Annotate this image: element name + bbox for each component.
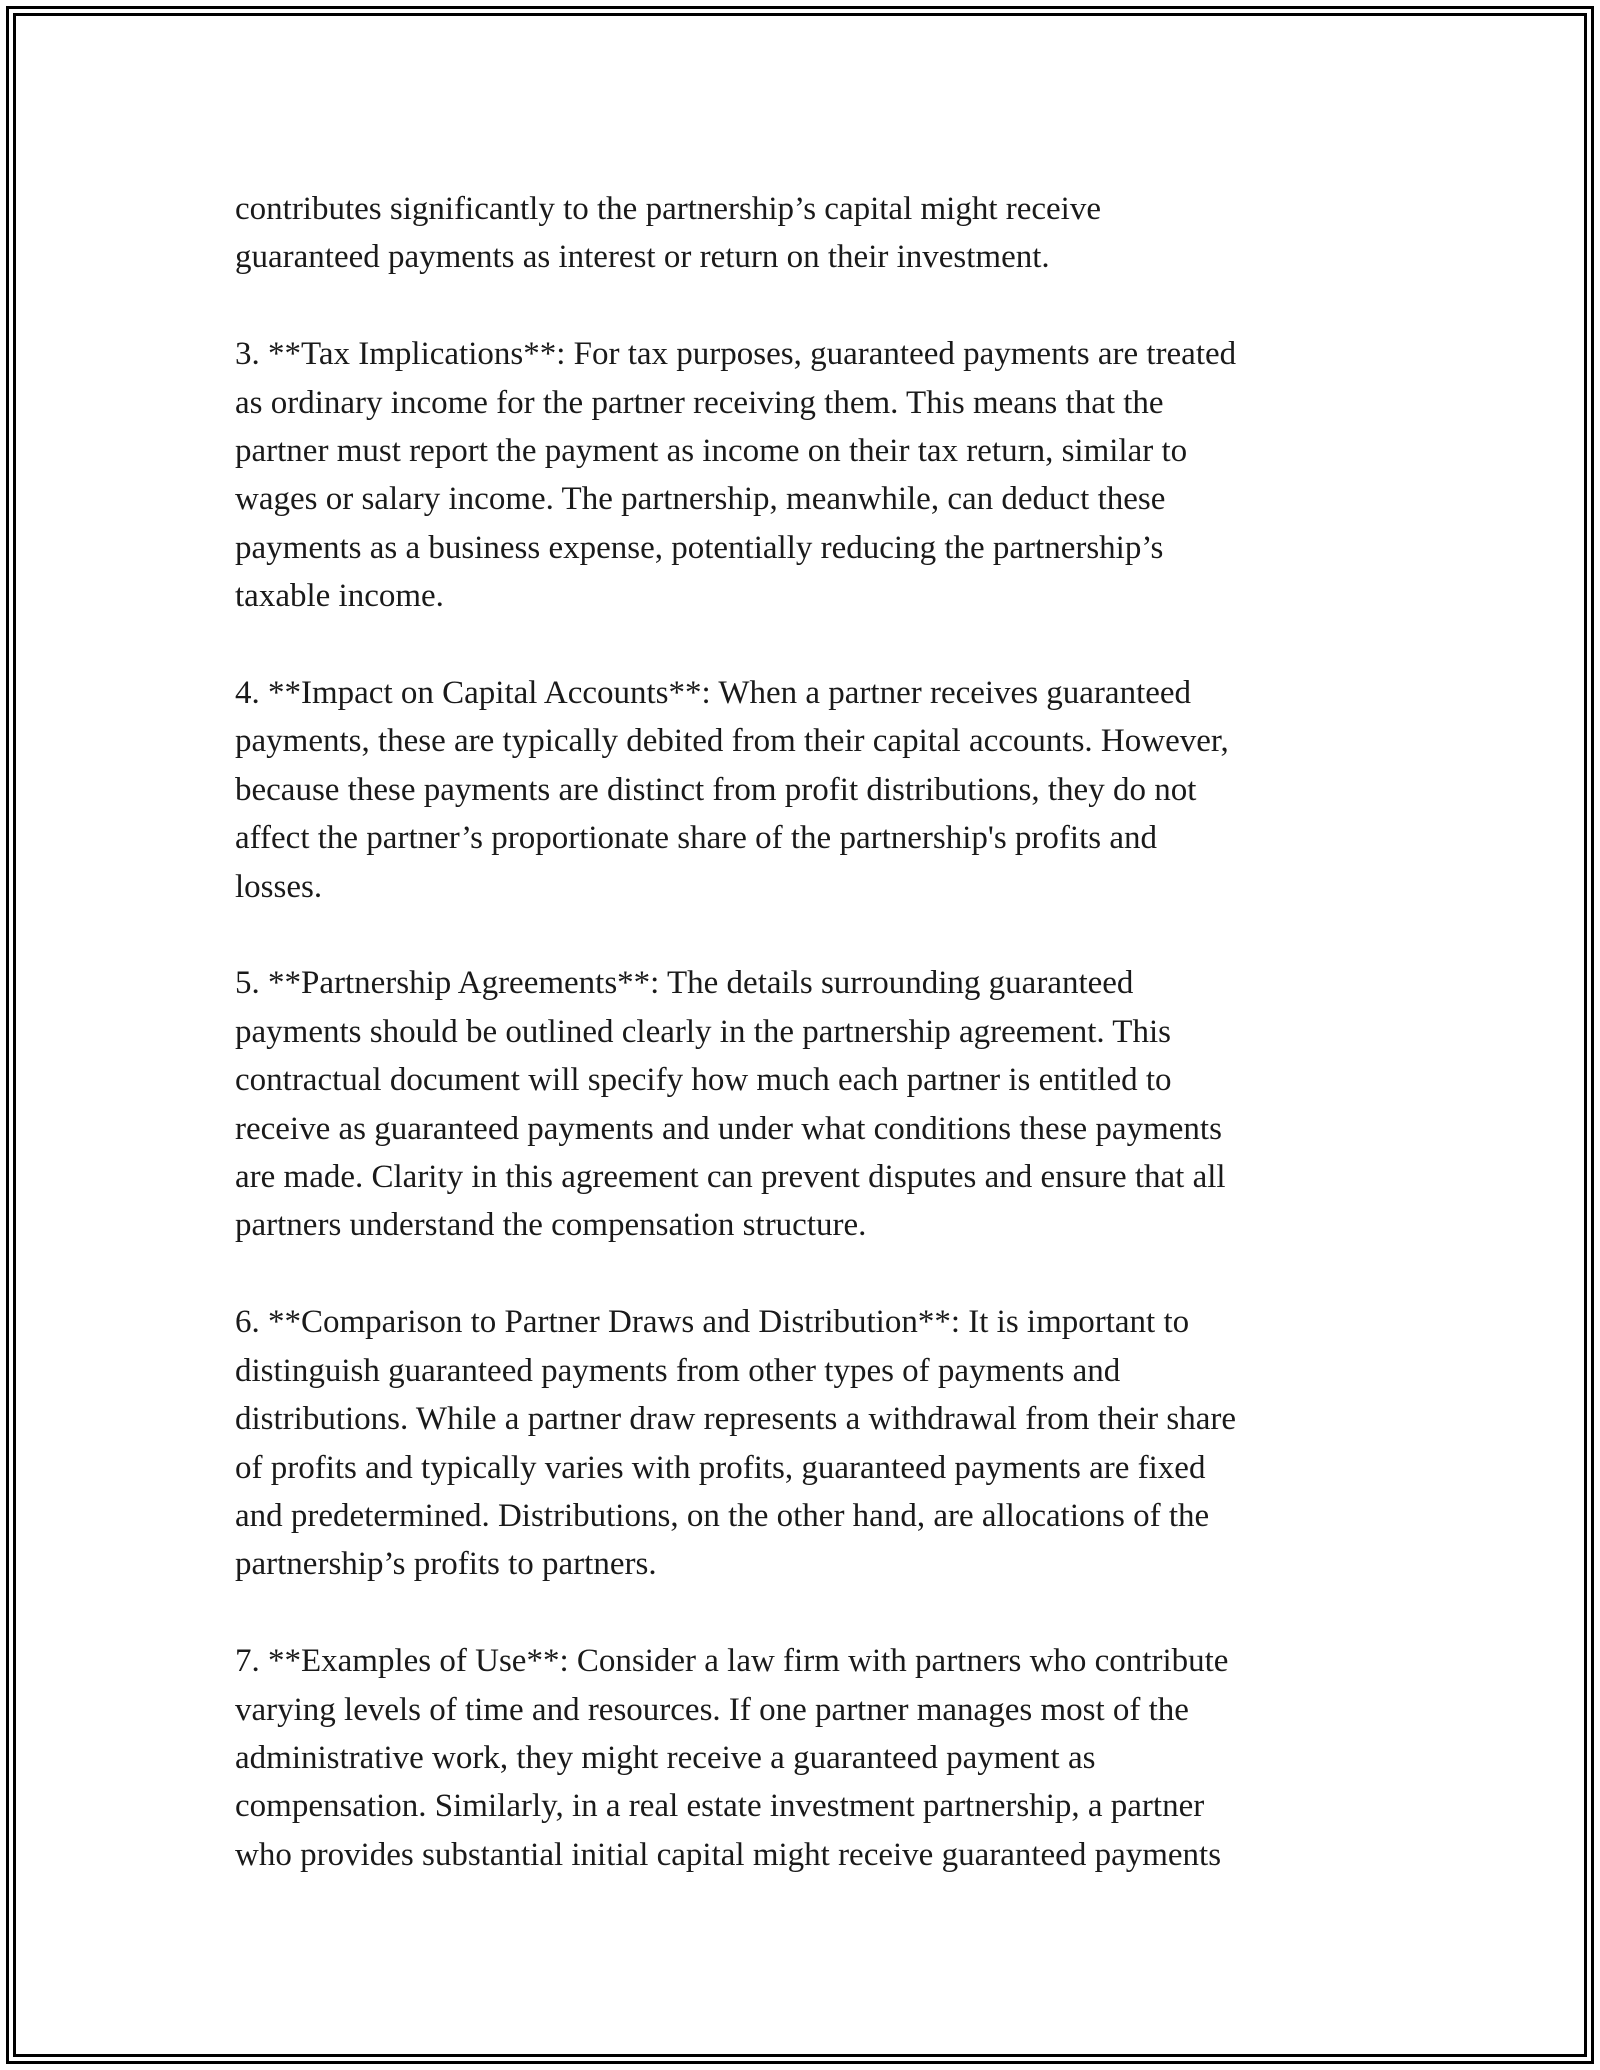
document-body: [235, 185, 1365, 1879]
paragraph-comparison-draws: 6. **Comparison to Partner Draws and Distribution**: It is important to distinguish guaranteed payments from other types of payments and distributions. While a partner draw represents a withdrawal from their share of profits and typically varies with profits, guaranteed payments are fixed and predetermined. Distributions, on the other hand, are allocations of the partnership’s profits to partners.: [235, 1304, 1236, 1583]
paragraph-partnership-agreements: 5. **Partnership Agreements**: The details surrounding guaranteed payments should be outlined clearly in the partnership agreement. This contractual document will specify how much each partner is entitled to receive as guaranteed payments and under what conditions these payments are made. Clarity in this agreement can prevent disputes and ensure that all partners understand the compensation structure.: [235, 965, 1226, 1244]
paragraph-examples-of-use: 7. **Examples of Use**: Consider a law firm with partners who contribute varying levels of time and resources. If one partner manages most of the administrative work, they might receive a guaranteed payment as compensation. Similarly, in a real estate investment partnership, a partner who provides substantial initial capital might receive guaranteed payments: [235, 1643, 1229, 1873]
paragraph-impact-capital-accounts: 4. **Impact on Capital Accounts**: When a partner receives guaranteed payments, these are typically debited from their capital accounts. However, because these payments are distinct from profit distributions, they do not affect the partner’s proportionate share of the partnership's profits and losses.: [235, 675, 1229, 905]
paragraph-tax-implications: 3. **Tax Implications**: For tax purposes, guaranteed payments are treated as ordinary income for the partner receiving them. This means that the partner must report the payment as income on their tax return, similar to wages or salary income. The partnership, meanwhile, can deduct these payments as a business expense, potentially reducing the partnership’s taxable income.: [235, 336, 1237, 615]
paragraph-continuation: contributes significantly to the partnership’s capital might receive guaranteed payments as interest or return on their investment.: [235, 191, 1101, 276]
